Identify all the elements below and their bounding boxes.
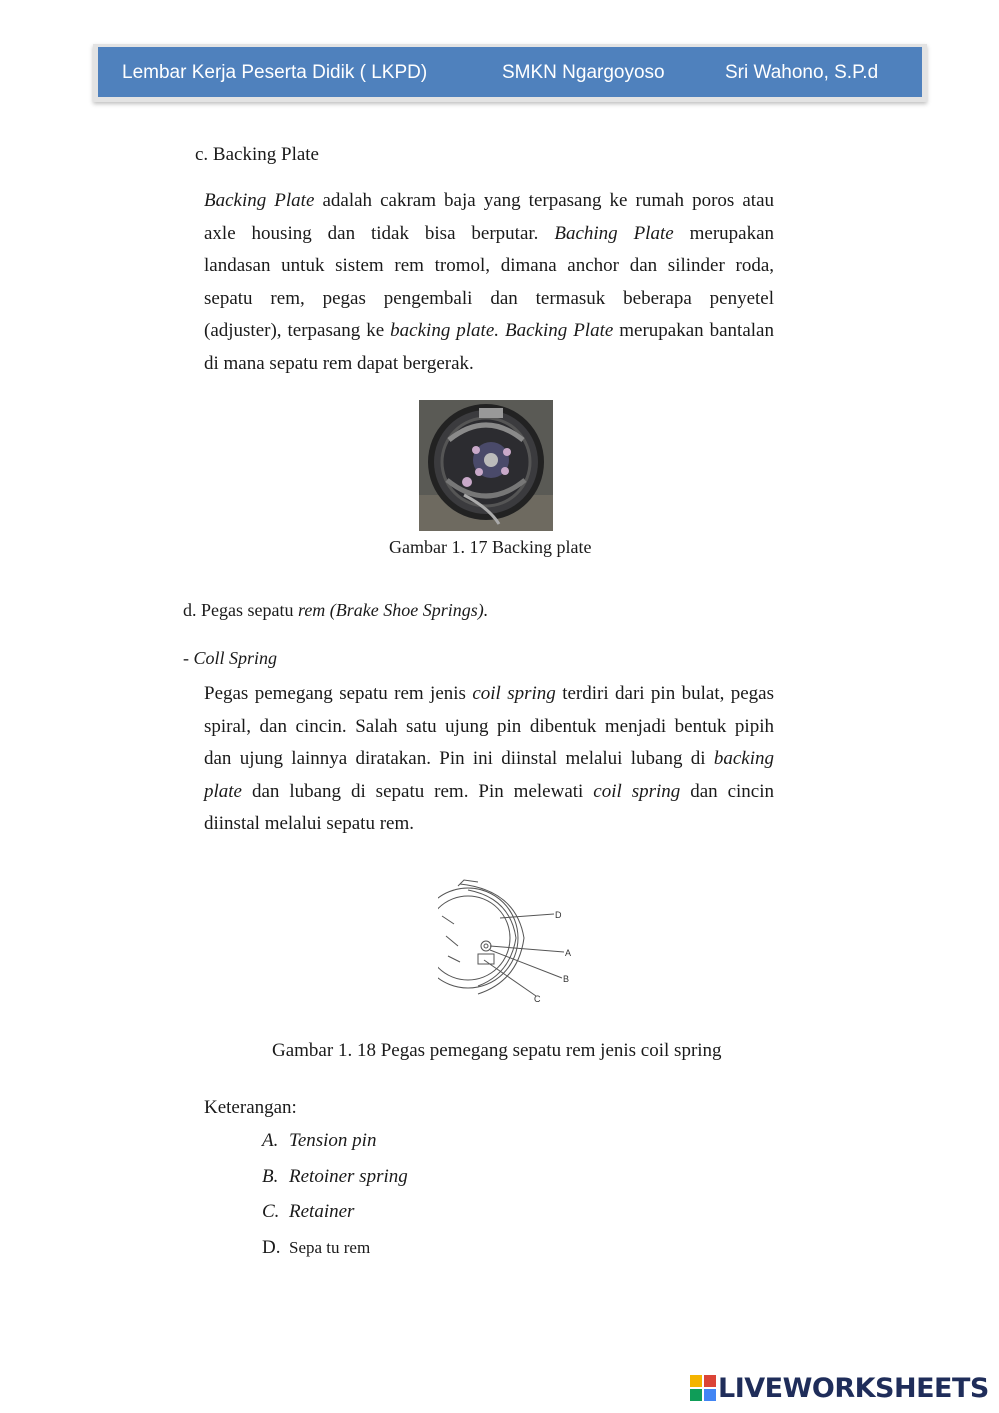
para-line: plate dan lubang di sepatu rem. Pin melewati coil spring dan cincin <box>204 780 775 802</box>
para-line: landasan untuk sistem rem tromol, dimana anchor dan silinder roda, <box>204 255 774 276</box>
para-line: di mana sepatu rem dapat bergerak. <box>204 352 474 374</box>
backing-plate-photo <box>419 400 553 531</box>
para-line: sepatu rem, pegas pengembali dan termasuk beberapa penyetel <box>204 287 774 309</box>
para-line: (adjuster), terpasang ke backing plate. Backing Plate merupakan bantalan <box>204 320 774 341</box>
header-title: Lembar Kerja Peserta Didik ( LKPD) <box>122 62 428 83</box>
list-item: B. Retoiner spring <box>262 1165 408 1187</box>
para-line: dan ujung lainnya diratakan. Pin ini diinstal melalui lubang di backing <box>204 748 774 769</box>
diagram-label-a: A <box>565 948 572 958</box>
figure-caption-2: Gambar 1. 18 Pegas pemegang sepatu rem jenis coil spring <box>272 1040 722 1061</box>
list-item: D. Sepa tu rem <box>262 1236 371 1258</box>
header-bar <box>98 47 922 97</box>
section-d-paragraph <box>204 678 774 841</box>
section-c-title: c. Backing Plate <box>195 144 319 165</box>
para-line: axle housing dan tidak bisa berputar. Baching Plate merupakan <box>204 222 775 244</box>
liveworksheets-icon <box>690 1375 716 1401</box>
section-c-paragraph <box>204 185 774 380</box>
coil-spring-subtitle: - Coll Spring <box>183 648 278 668</box>
liveworksheets-logo <box>690 1372 989 1404</box>
para-line: spiral, dan cincin. Salah satu ujung pin dibentuk menjadi bentuk pipih <box>204 715 774 737</box>
coil-spring-drawing <box>438 876 578 1002</box>
para-line: Backing Plate adalah cakram baja yang terpasang ke rumah poros atau <box>204 190 774 211</box>
coil-spring-diagram <box>438 876 578 1002</box>
keterangan-title: Keterangan: <box>204 1097 297 1118</box>
header-school: SMKN Ngargoyoso <box>502 62 665 83</box>
para-line: diinstal melalui sepatu rem. <box>204 813 415 834</box>
brand-text: LIVEWORKSHEETS <box>718 1372 989 1404</box>
backing-plate-illustration <box>419 400 553 531</box>
figure-caption-1: Gambar 1. 17 Backing plate <box>389 537 592 557</box>
para-line: Pegas pemegang sepatu rem jenis coil spring terdiri dari pin bulat, pegas <box>204 683 774 704</box>
diagram-label-c: C <box>534 994 541 1002</box>
section-d-title: d. Pegas sepatu rem (Brake Shoe Springs). <box>183 600 489 620</box>
header-author: Sri Wahono, S.P.d <box>725 62 879 83</box>
keterangan-list <box>262 1130 408 1272</box>
diagram-label-b: B <box>563 974 570 984</box>
list-item: C. Retainer <box>262 1201 355 1222</box>
diagram-label-d: D <box>555 910 562 920</box>
list-item: A. Tension pin <box>262 1130 377 1151</box>
